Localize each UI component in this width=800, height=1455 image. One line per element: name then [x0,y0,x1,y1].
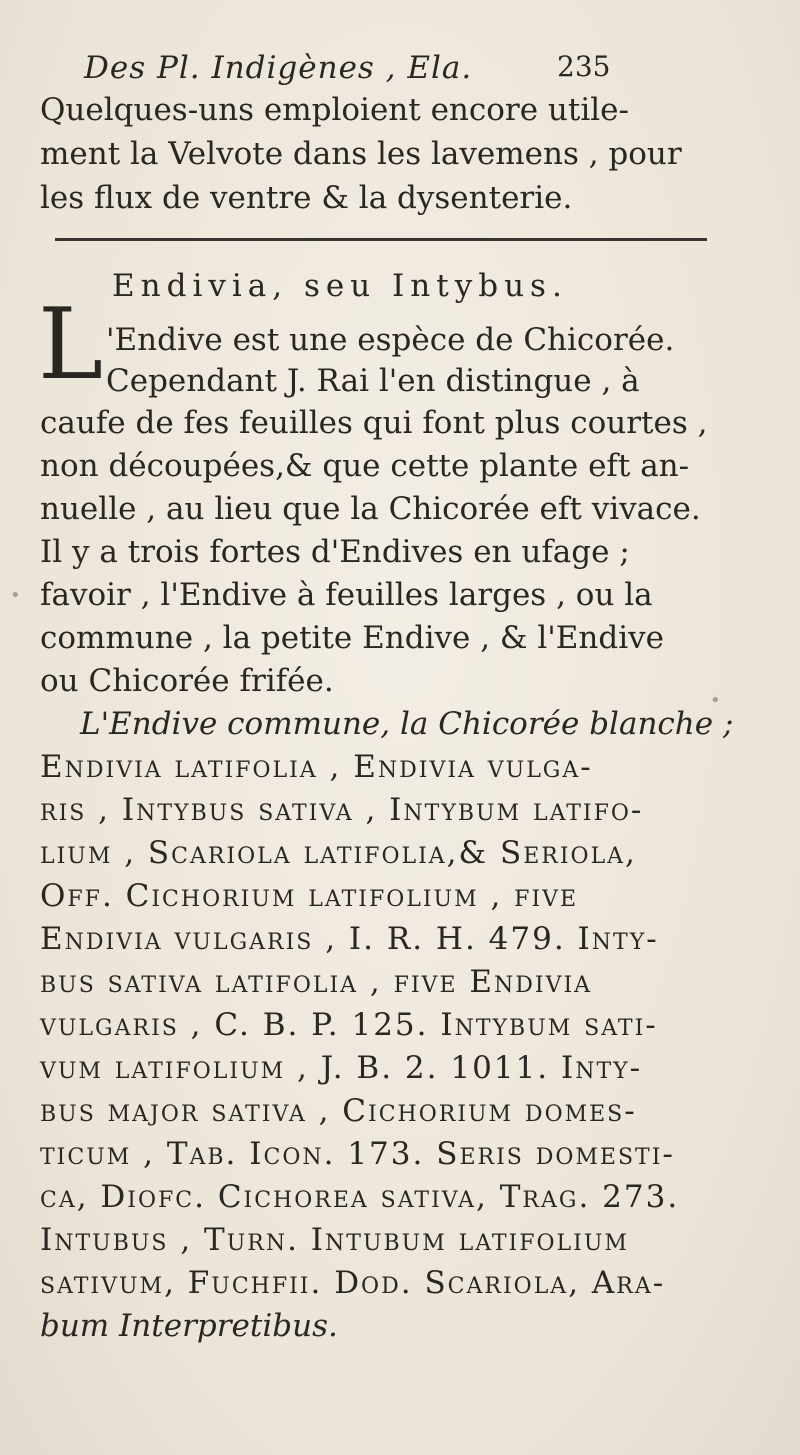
synonym-line: lium , Scariola latifolia,& Seriola, [40,835,637,871]
text-line: ment la Velvote dans les lavemens , pour [40,136,682,172]
text-line: les flux de ventre & la dysenterie. [40,180,573,216]
page-number: 235 [557,50,611,83]
synonym-line: ris , Intybus sativa , Intybum latifo- [40,792,644,828]
text-line: favoir , l'Endive à feuilles larges , ou la [40,577,653,613]
synonym-line: ticum , Tab. Icon. 173. Seris domesti- [40,1136,675,1172]
subsection-heading: L'Endive commune, la Chicorée blanche ; [80,706,734,742]
synonym-line: sativum, Fuchfii. Dod. Scariola, Ara- [40,1265,666,1301]
synonym-line: Endivia vulgaris , I. R. H. 479. Inty- [40,921,659,957]
text-line: 'Endive est une espèce de Chicorée. [106,322,675,358]
synonym-line: Off. Cichorium latifolium , five [40,878,579,914]
synonym-line: vulgaris , C. B. P. 125. Intybum sati- [40,1007,658,1043]
synonym-line: bus major sativa , Cichorium domes- [40,1093,637,1129]
synonym-line: ca, Diofc. Cichorea sativa, Trag. 273. [40,1179,680,1215]
text-line: ou Chicorée frifée. [40,663,334,699]
text-line: non découpées,& que cette plante eft an- [40,448,690,484]
text-line: Cependant J. Rai l'en distingue , à [106,363,640,399]
text-line: Quelques-uns emploient encore utile- [40,92,629,128]
text-line: nuelle , au lieu que la Chicorée eft vivace. [40,491,701,527]
synonym-line: bus sativa latifolia , five Endivia [40,964,593,1000]
section-divider [55,238,707,241]
running-head-title: Des Pl. Indigènes , Ela. [84,50,473,86]
text-line: Il y a trois fortes d'Endives en ufage ; [40,534,630,570]
synonym-line: bum Interpretibus. [40,1308,338,1344]
ink-speck: • [10,585,21,606]
ink-speck: • [710,690,721,711]
synonym-line: Endivia latifolia , Endivia vulga- [40,749,593,785]
synonym-line: Intubus , Turn. Intubum latifolium [40,1222,629,1258]
synonym-line: vum latifolium , J. B. 2. 1011. Inty- [40,1050,643,1086]
text-line: commune , la petite Endive , & l'Endive [40,620,664,656]
section-title: Endivia, seu Intybus. [112,268,568,304]
drop-cap: L [38,288,104,402]
text-line: caufe de fes feuilles qui font plus courtes , [40,405,708,441]
